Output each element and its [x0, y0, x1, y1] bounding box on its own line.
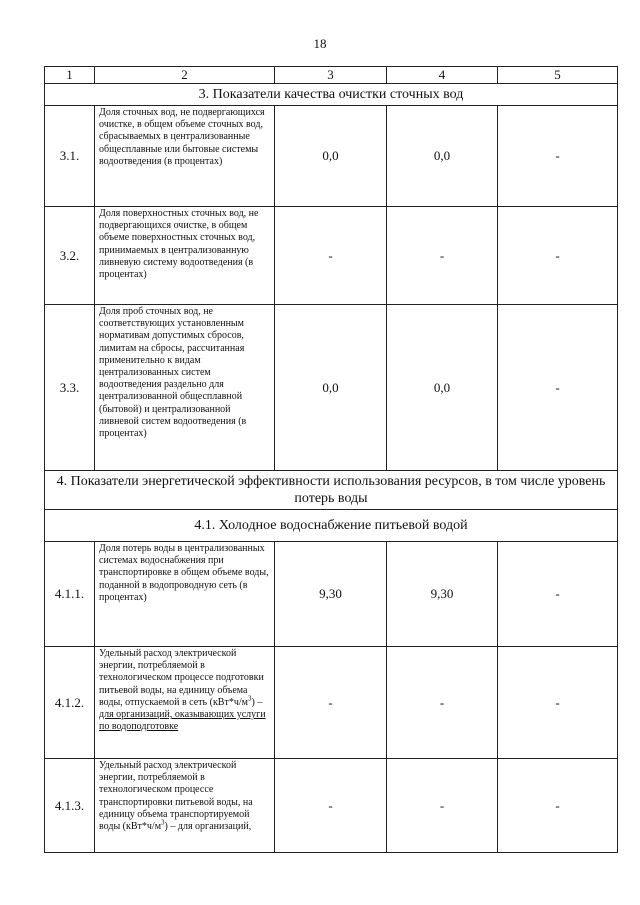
- table-row: [45, 759, 618, 853]
- row-number: 3.2.: [45, 207, 95, 305]
- table-row: [45, 647, 618, 759]
- description-text: Удельный расход электрической энергии, потребляемой в технологическом процессе транспортировки питьевой воды, на единицу объема транспортируемой воды (кВт*ч/м: [99, 760, 253, 833]
- row-description: Доля поверхностных сточных вод, не подвергающихся очистке, в общем объеме поверхностных сточных вод, принимаемых в централизованную ливневую систему водоотведения (в процентах): [95, 207, 275, 305]
- row-number: 3.3.: [45, 305, 95, 471]
- indicators-table: [44, 66, 618, 853]
- value-cell: -: [387, 207, 498, 305]
- superscript: 3: [247, 694, 252, 703]
- value-cell: -: [498, 207, 618, 305]
- value-cell: 0,0: [275, 305, 387, 471]
- row-description: Доля потерь воды в централизованных системах водоснабжения при транспортировке в общем объеме воды, поданной в водопроводную сеть (в процентах): [95, 542, 275, 647]
- table-row: [45, 305, 618, 471]
- table-row: [45, 542, 618, 647]
- value-cell: -: [498, 305, 618, 471]
- value-cell: 9,30: [275, 542, 387, 647]
- value-cell: -: [498, 542, 618, 647]
- value-cell: -: [387, 647, 498, 759]
- value-cell: -: [498, 759, 618, 853]
- column-number: 3: [275, 67, 387, 84]
- section-heading-row: [45, 471, 618, 510]
- row-number: 4.1.1.: [45, 542, 95, 647]
- section-heading-row: [45, 84, 618, 106]
- superscript: 3: [161, 818, 165, 827]
- value-cell: 0,0: [387, 305, 498, 471]
- column-number: 1: [45, 67, 95, 84]
- description-text: Удельный расход электрической энергии, потребляемой в технологическом процессе подготовки питьевой воды, на единицу объема воды, отпускаемой в сеть (кВт*ч/м: [99, 648, 264, 708]
- description-underlined-text: для организаций, оказывающих услуги по водоподготовке: [99, 709, 266, 733]
- column-number: 4: [387, 67, 498, 84]
- row-number: 4.1.3.: [45, 759, 95, 853]
- page-number: 18: [313, 36, 327, 51]
- section-heading: 3. Показатели качества очистки сточных вод: [45, 84, 618, 106]
- row-description: Доля проб сточных вод, не соответствующих установленным нормативам допустимых сбросов, лимитам на сбросы, рассчитанная применительно к видам централизованных систем водоотведения раздельно для централизованной общесплавной (бытовой) и централизованной ливневой систем водоотведения (в процентах): [95, 305, 275, 471]
- row-description: [95, 647, 275, 759]
- value-cell: 0,0: [387, 106, 498, 207]
- column-number: 5: [498, 67, 618, 84]
- row-number: 4.1.2.: [45, 647, 95, 759]
- description-text: ) – для организаций,: [164, 821, 252, 833]
- subsection-heading: 4.1. Холодное водоснабжение питьевой водой: [45, 510, 618, 542]
- column-number: 2: [95, 67, 275, 84]
- value-cell: 0,0: [275, 106, 387, 207]
- table-row: [45, 207, 618, 305]
- column-number-row: [45, 67, 618, 84]
- value-cell: -: [275, 207, 387, 305]
- value-cell: 9,30: [387, 542, 498, 647]
- row-description: [95, 759, 275, 853]
- description-text: ) –: [251, 696, 263, 708]
- subsection-heading-row: [45, 510, 618, 542]
- row-number: 3.1.: [45, 106, 95, 207]
- value-cell: -: [498, 106, 618, 207]
- value-cell: -: [275, 759, 387, 853]
- row-description: Доля сточных вод, не подвергающихся очистке, в общем объеме сточных вод, сбрасываемых в централизованные общесплавные или бытовые системы водоотведения (в процентах): [95, 106, 275, 207]
- value-cell: -: [498, 647, 618, 759]
- value-cell: -: [387, 759, 498, 853]
- table-row: [45, 106, 618, 207]
- section-heading: 4. Показатели энергетической эффективности использования ресурсов, в том числе уровень потерь воды: [45, 471, 618, 510]
- value-cell: -: [275, 647, 387, 759]
